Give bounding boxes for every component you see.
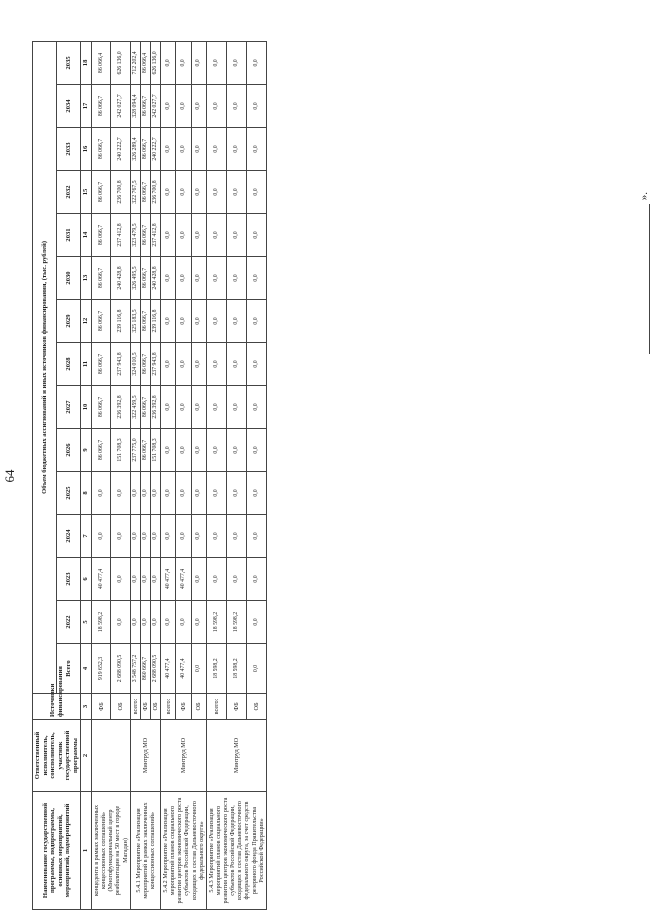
amount-cell: 323 479,5 — [130, 214, 140, 257]
amount-cell: 237 412,8 — [111, 214, 130, 257]
amount-cell: 322 459,5 — [130, 386, 140, 429]
amount-cell: 0,0 — [161, 515, 176, 558]
amount-cell: 0,0 — [191, 386, 206, 429]
executor-cell: Минтруд МО — [161, 720, 207, 792]
amount-cell: 86 066,7 — [92, 85, 111, 128]
activity-name: 5.4.3 Мероприятие «Реализация мероприятий планов социального развития центров экономического роста субъектов Российской Федерации, входящих в состав Дальневосточного федерального округа, за счет средств резервного фонда Правительства Российской Федерации» — [206, 792, 266, 910]
amount-cell: 0,0 — [150, 558, 160, 601]
executor-cell: Минтруд МО — [130, 720, 160, 792]
amount-cell: 0,0 — [226, 128, 246, 171]
amount-cell: 0,0 — [206, 386, 226, 429]
amount-cell: 0,0 — [191, 257, 206, 300]
column-number: 7 — [81, 515, 92, 558]
amount-cell: 0,0 — [226, 472, 246, 515]
amount-cell: 0,0 — [191, 644, 206, 694]
amount-cell: 240 428,8 — [111, 257, 130, 300]
activity-name: 5.4.1 Мероприятие «Реализация мероприятий в рамках заключенных концессионных соглашений» — [130, 792, 160, 910]
amount-cell: 0,0 — [246, 257, 266, 300]
amount-cell: 0,0 — [226, 300, 246, 343]
table-row — [92, 41, 111, 909]
amount-cell: 0,0 — [191, 601, 206, 644]
amount-cell: 0,0 — [191, 300, 206, 343]
amount-cell: 0,0 — [176, 429, 191, 472]
amount-cell: 86 066,7 — [140, 343, 150, 386]
amount-cell: 0,0 — [206, 214, 226, 257]
amount-cell: 236 392,8 — [111, 386, 130, 429]
amount-cell: 0,0 — [206, 257, 226, 300]
table-row — [206, 41, 226, 909]
amount-cell: 0,0 — [246, 300, 266, 343]
amount-cell: 0,0 — [191, 558, 206, 601]
column-number: 6 — [81, 558, 92, 601]
header-total: Всего — [57, 644, 81, 694]
amount-cell: 86 066,7 — [92, 171, 111, 214]
amount-cell: 0,0 — [191, 85, 206, 128]
amount-cell: 0,0 — [246, 515, 266, 558]
column-number: 1 — [81, 792, 92, 910]
source-cell: всего: — [130, 694, 140, 720]
amount-cell: 0,0 — [226, 515, 246, 558]
amount-cell: 0,0 — [176, 41, 191, 84]
amount-cell: 0,0 — [111, 472, 130, 515]
header-name: Наименование государственной программы, подпрограммы, основных мероприятий, мероприятий, подмероприятий — [33, 792, 81, 910]
amount-cell: 236 392,8 — [150, 386, 160, 429]
amount-cell: 0,0 — [161, 214, 176, 257]
amount-cell: 0,0 — [206, 85, 226, 128]
column-number: 17 — [81, 85, 92, 128]
amount-cell: 0,0 — [150, 601, 160, 644]
column-number: 13 — [81, 257, 92, 300]
amount-cell: 0,0 — [246, 429, 266, 472]
header-year: 2022 — [57, 601, 81, 644]
amount-cell: 0,0 — [206, 171, 226, 214]
amount-cell: 0,0 — [206, 300, 226, 343]
amount-cell: 0,0 — [92, 515, 111, 558]
amount-cell: 860 666,7 — [140, 644, 150, 694]
column-number: 5 — [81, 601, 92, 644]
amount-cell: 0,0 — [92, 472, 111, 515]
amount-cell: 86 066,7 — [140, 429, 150, 472]
source-cell: всего: — [206, 694, 226, 720]
amount-cell: 18 598,2 — [206, 601, 226, 644]
amount-cell: 0,0 — [246, 343, 266, 386]
source-cell: ОБ — [150, 694, 160, 720]
amount-cell: 240 222,7 — [150, 128, 160, 171]
amount-cell: 86 066,7 — [140, 386, 150, 429]
amount-cell: 86 066,7 — [92, 429, 111, 472]
amount-cell: 151 708,3 — [111, 429, 130, 472]
amount-cell: 0,0 — [161, 601, 176, 644]
amount-cell: 0,0 — [161, 41, 176, 84]
amount-cell: 712 202,4 — [130, 41, 140, 84]
column-number: 8 — [81, 472, 92, 515]
amount-cell: 0,0 — [191, 171, 206, 214]
header-year: 2030 — [57, 257, 81, 300]
amount-cell: 0,0 — [226, 257, 246, 300]
amount-cell: 0,0 — [191, 429, 206, 472]
column-number: 11 — [81, 343, 92, 386]
amount-cell: 86 066,4 — [140, 41, 150, 84]
source-cell: ФБ — [226, 694, 246, 720]
amount-cell: 236 700,8 — [111, 171, 130, 214]
amount-cell: 0,0 — [206, 343, 226, 386]
amount-cell: 242 027,7 — [111, 85, 130, 128]
amount-cell: 919 652,3 — [92, 644, 111, 694]
closing-mark: ». — [638, 192, 650, 201]
column-number: 18 — [81, 41, 92, 84]
amount-cell: 0,0 — [246, 85, 266, 128]
amount-cell: 239 116,8 — [150, 300, 160, 343]
amount-cell: 86 066,7 — [92, 386, 111, 429]
table-row — [130, 41, 140, 909]
amount-cell: 86 066,7 — [92, 343, 111, 386]
amount-cell: 0,0 — [130, 601, 140, 644]
amount-cell: 0,0 — [206, 472, 226, 515]
amount-cell: 0,0 — [111, 515, 130, 558]
header-year: 2032 — [57, 171, 81, 214]
amount-cell: 0,0 — [161, 128, 176, 171]
header-year: 2034 — [57, 85, 81, 128]
amount-cell: 322 767,5 — [130, 171, 140, 214]
financing-table — [32, 41, 267, 910]
amount-cell: 18 598,2 — [206, 644, 226, 694]
amount-cell: 0,0 — [226, 214, 246, 257]
amount-cell: 0,0 — [191, 214, 206, 257]
source-cell: ФБ — [140, 694, 150, 720]
header-source: Источники финансирования — [33, 694, 81, 720]
amount-cell: 326 289,4 — [130, 128, 140, 171]
amount-cell: 0,0 — [130, 558, 140, 601]
amount-cell: 151 708,3 — [150, 429, 160, 472]
header-year: 2025 — [57, 472, 81, 515]
amount-cell: 0,0 — [226, 558, 246, 601]
amount-cell: 0,0 — [246, 171, 266, 214]
column-number: 3 — [81, 694, 92, 720]
amount-cell: 0,0 — [226, 429, 246, 472]
amount-cell: 0,0 — [246, 128, 266, 171]
amount-cell: 0,0 — [130, 515, 140, 558]
amount-cell: 18 598,2 — [226, 601, 246, 644]
amount-cell: 0,0 — [161, 171, 176, 214]
header-year: 2024 — [57, 515, 81, 558]
amount-cell: 86 066,7 — [140, 214, 150, 257]
amount-cell: 626 136,0 — [111, 41, 130, 84]
amount-cell: 0,0 — [191, 343, 206, 386]
header-financing: Объем бюджетных ассигнований и иных источников финансирования, (тыс. рублей) — [33, 41, 57, 693]
header-year: 2023 — [57, 558, 81, 601]
amount-cell: 242 027,7 — [150, 85, 160, 128]
amount-cell: 18 598,2 — [226, 644, 246, 694]
source-cell: всего: — [161, 694, 176, 720]
amount-cell: 0,0 — [191, 41, 206, 84]
source-cell: ОБ — [111, 694, 130, 720]
amount-cell: 0,0 — [246, 472, 266, 515]
amount-cell: 18 598,2 — [92, 601, 111, 644]
source-cell: ФБ — [176, 694, 191, 720]
activity-name: концедента в рамках заключенных концессионных соглашений» (Многофункциональный центр реабилитации на 50 мест в городе Магадан) — [92, 792, 131, 910]
source-cell: ОБ — [246, 694, 266, 720]
amount-cell: 86 066,7 — [140, 171, 150, 214]
amount-cell: 0,0 — [226, 343, 246, 386]
amount-cell: 0,0 — [140, 515, 150, 558]
header-year: 2026 — [57, 429, 81, 472]
amount-cell: 0,0 — [161, 343, 176, 386]
amount-cell: 0,0 — [246, 386, 266, 429]
amount-cell: 86 066,7 — [92, 214, 111, 257]
amount-cell: 237 943,8 — [150, 343, 160, 386]
amount-cell: 0,0 — [150, 515, 160, 558]
amount-cell: 0,0 — [150, 472, 160, 515]
amount-cell: 0,0 — [246, 214, 266, 257]
amount-cell: 0,0 — [130, 472, 140, 515]
column-number: 10 — [81, 386, 92, 429]
column-number: 2 — [81, 720, 92, 792]
amount-cell: 237 412,8 — [150, 214, 160, 257]
table-body — [92, 41, 267, 909]
amount-cell: 0,0 — [176, 300, 191, 343]
amount-cell: 86 066,7 — [140, 85, 150, 128]
amount-cell: 0,0 — [226, 41, 246, 84]
header-year: 2035 — [57, 41, 81, 84]
amount-cell: 86 066,7 — [92, 257, 111, 300]
column-number: 9 — [81, 429, 92, 472]
executor-cell: Минтруд МО — [206, 720, 266, 792]
amount-cell: 3 548 757,2 — [130, 644, 140, 694]
amount-cell: 2 688 090,5 — [111, 644, 130, 694]
amount-cell: 0,0 — [206, 558, 226, 601]
amount-cell: 0,0 — [226, 386, 246, 429]
amount-cell: 0,0 — [246, 601, 266, 644]
amount-cell: 0,0 — [191, 515, 206, 558]
amount-cell: 0,0 — [176, 257, 191, 300]
amount-cell: 0,0 — [206, 41, 226, 84]
amount-cell: 237 775,0 — [130, 429, 140, 472]
amount-cell: 0,0 — [246, 644, 266, 694]
amount-cell: 0,0 — [176, 386, 191, 429]
amount-cell: 40 477,4 — [161, 558, 176, 601]
amount-cell: 2 688 090,5 — [150, 644, 160, 694]
amount-cell: 0,0 — [140, 558, 150, 601]
amount-cell: 86 066,7 — [140, 257, 150, 300]
amount-cell: 240 222,7 — [111, 128, 130, 171]
amount-cell: 0,0 — [246, 41, 266, 84]
page-number: 64 — [2, 469, 17, 483]
source-cell: ФБ — [92, 694, 111, 720]
amount-cell: 0,0 — [226, 171, 246, 214]
table-row — [161, 41, 176, 909]
amount-cell: 0,0 — [176, 85, 191, 128]
amount-cell: 326 495,5 — [130, 257, 140, 300]
amount-cell: 0,0 — [161, 429, 176, 472]
amount-cell: 0,0 — [191, 472, 206, 515]
amount-cell: 0,0 — [111, 558, 130, 601]
amount-cell: 0,0 — [206, 429, 226, 472]
closing-mark-area — [638, 192, 650, 354]
column-number: 15 — [81, 171, 92, 214]
amount-cell: 0,0 — [176, 472, 191, 515]
rotated-sheet — [2, 42, 650, 910]
amount-cell: 0,0 — [111, 601, 130, 644]
amount-cell: 0,0 — [161, 472, 176, 515]
amount-cell: 0,0 — [176, 515, 191, 558]
amount-cell: 0,0 — [176, 171, 191, 214]
amount-cell: 626 136,0 — [150, 41, 160, 84]
amount-cell: 86 066,7 — [140, 300, 150, 343]
amount-cell: 325 183,5 — [130, 300, 140, 343]
amount-cell: 40 477,4 — [161, 644, 176, 694]
amount-cell: 0,0 — [206, 515, 226, 558]
amount-cell: 239 116,8 — [111, 300, 130, 343]
amount-cell: 40 477,4 — [92, 558, 111, 601]
amount-cell: 0,0 — [246, 558, 266, 601]
amount-cell: 40 477,4 — [176, 644, 191, 694]
amount-cell: 0,0 — [161, 300, 176, 343]
column-number: 12 — [81, 300, 92, 343]
amount-cell: 0,0 — [191, 128, 206, 171]
amount-cell: 0,0 — [161, 85, 176, 128]
amount-cell: 86 066,7 — [92, 300, 111, 343]
column-number-row — [81, 41, 92, 909]
header-year: 2027 — [57, 386, 81, 429]
source-cell: ОБ — [191, 694, 206, 720]
amount-cell: 0,0 — [206, 128, 226, 171]
amount-cell: 0,0 — [176, 343, 191, 386]
amount-cell: 0,0 — [176, 601, 191, 644]
amount-cell: 324 010,5 — [130, 343, 140, 386]
amount-cell: 40 477,4 — [176, 558, 191, 601]
column-number: 14 — [81, 214, 92, 257]
amount-cell: 0,0 — [140, 472, 150, 515]
activity-name: 5.4.2 Мероприятие «Реализация мероприятий планов социального развития центров экономического роста субъектов Российской Федерации, входящих в состав Дальневосточного федерального округа» — [161, 792, 207, 910]
table-header — [33, 41, 92, 909]
executor-cell — [92, 720, 131, 792]
header-year: 2031 — [57, 214, 81, 257]
amount-cell: 86 066,4 — [92, 41, 111, 84]
column-number: 16 — [81, 128, 92, 171]
amount-cell: 86 066,7 — [92, 128, 111, 171]
amount-cell: 0,0 — [161, 257, 176, 300]
amount-cell: 0,0 — [140, 601, 150, 644]
amount-cell: 0,0 — [176, 128, 191, 171]
header-executor: Ответственный исполнитель, соисполнитель, участник государственной программы — [33, 720, 81, 792]
amount-cell: 328 094,4 — [130, 85, 140, 128]
amount-cell: 0,0 — [226, 85, 246, 128]
amount-cell: 0,0 — [161, 386, 176, 429]
amount-cell: 86 066,7 — [140, 128, 150, 171]
header-year: 2033 — [57, 128, 81, 171]
column-number: 4 — [81, 644, 92, 694]
amount-cell: 240 428,8 — [150, 257, 160, 300]
amount-cell: 236 700,8 — [150, 171, 160, 214]
amount-cell: 237 943,8 — [111, 343, 130, 386]
header-year: 2029 — [57, 300, 81, 343]
header-year: 2028 — [57, 343, 81, 386]
amount-cell: 0,0 — [176, 214, 191, 257]
